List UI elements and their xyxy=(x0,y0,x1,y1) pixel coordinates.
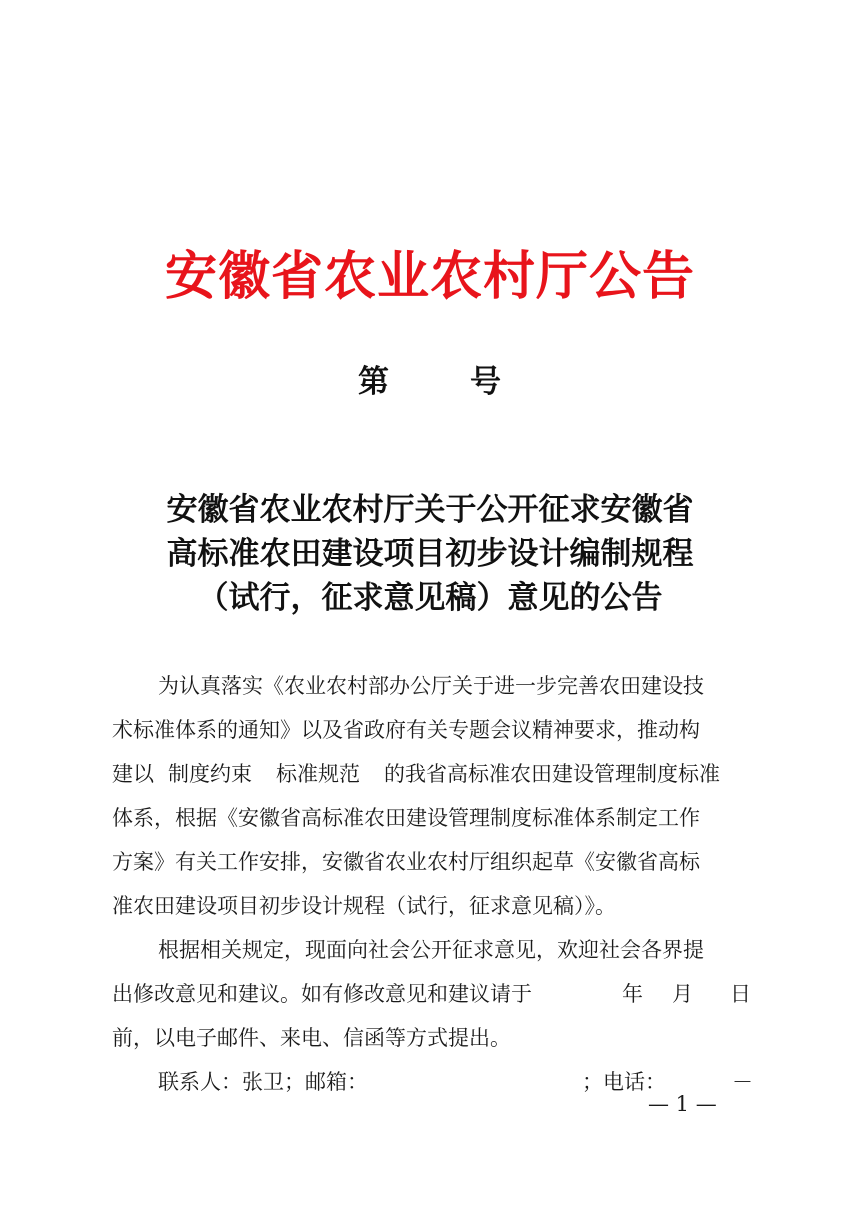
body-line xyxy=(112,796,752,840)
body-text: 为认真落实《农业农村部办公厅关于进一步完善农田建设技 xyxy=(158,674,704,698)
body-line xyxy=(112,972,752,1016)
contact-label: 联系人：张卫；邮箱： xyxy=(158,1070,368,1094)
body-text: 方案》有关工作安排，安徽省农业农村厅组织起草《安徽省高标 xyxy=(112,850,700,874)
body-text: 前，以电子邮件、来电、信函等方式提出。 xyxy=(112,1026,511,1050)
phone-label: ；电话： xyxy=(582,1070,666,1094)
deadline-year: 年 xyxy=(622,982,643,1006)
deadline-month: 月 xyxy=(672,982,693,1006)
body-line xyxy=(112,840,752,884)
body-line xyxy=(112,1016,752,1060)
body-text: 建以 xyxy=(112,762,154,786)
body-text: 根据相关规定，现面向社会公开征求意见，欢迎社会各界提 xyxy=(158,938,704,962)
body-line xyxy=(112,884,752,928)
body-text: 的我省高标准农田建设管理制度标准 xyxy=(384,762,720,786)
doc-number-suffix: 号 xyxy=(470,364,501,400)
body-text: 出修改意见和建议。如有修改意见和建议请于 xyxy=(112,982,532,1006)
notice-body xyxy=(112,664,752,1104)
body-line xyxy=(112,752,752,796)
notice-title xyxy=(0,488,860,620)
phone-dash: － xyxy=(732,1070,753,1094)
deadline-day: 日 xyxy=(730,982,751,1006)
notice-title-line: （试行，征求意见稿）意见的公告 xyxy=(197,580,663,616)
body-text: 制度约束 xyxy=(168,762,252,786)
page-number: — 1 — xyxy=(648,1092,717,1116)
notice-title-line: 高标准农田建设项目初步设计编制规程 xyxy=(166,536,694,572)
body-line xyxy=(112,664,752,708)
document-number xyxy=(0,356,860,400)
body-line xyxy=(112,928,752,972)
body-text: 体系，根据《安徽省高标准农田建设管理制度标准体系制定工作 xyxy=(112,806,700,830)
doc-number-prefix: 第 xyxy=(358,364,389,400)
agency-masthead-title: 安徽省农业农村厅公告 xyxy=(164,246,695,307)
notice-title-line: 安徽省农业农村厅关于公开征求安徽省 xyxy=(166,492,694,528)
body-line xyxy=(112,708,752,752)
body-text: 标准规范 xyxy=(276,762,360,786)
body-text: 术标准体系的通知》以及省政府有关专题会议精神要求，推动构 xyxy=(112,718,700,742)
body-text: 准农田建设项目初步设计规程（试行，征求意见稿）》。 xyxy=(112,894,616,918)
